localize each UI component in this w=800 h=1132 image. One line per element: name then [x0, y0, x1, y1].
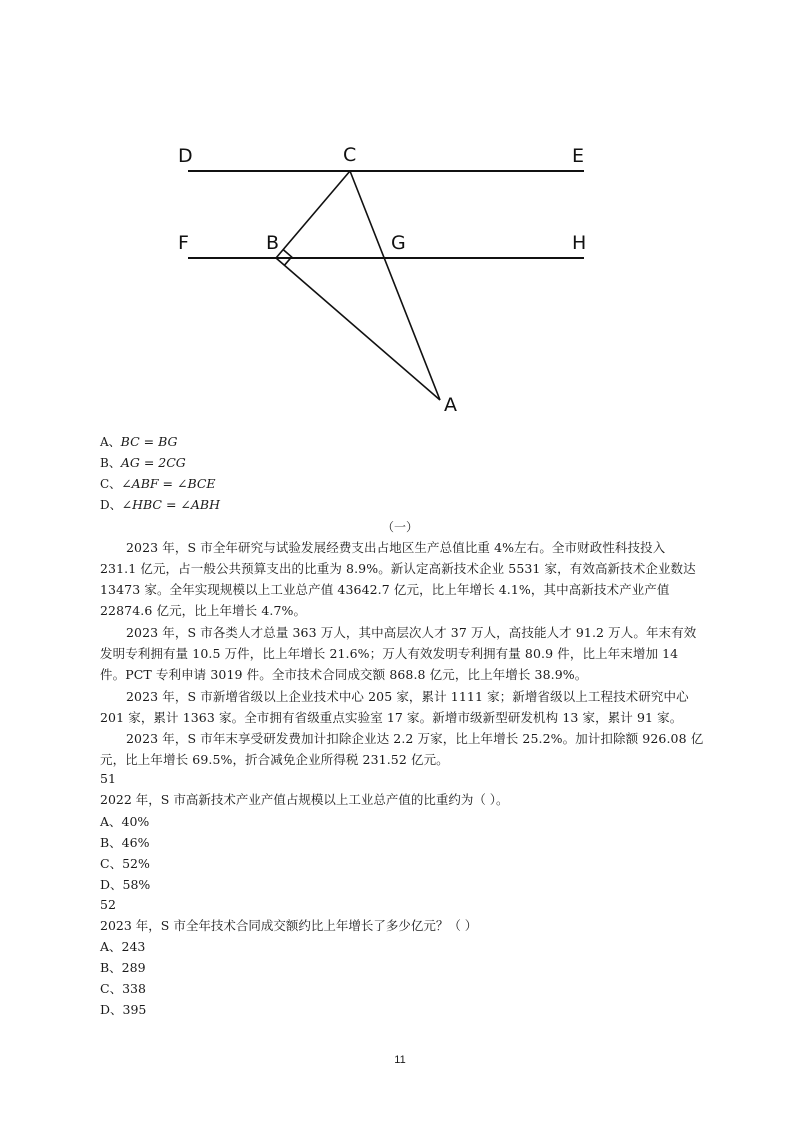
label-b: B — [266, 232, 280, 254]
question-option: C、338 — [100, 981, 146, 996]
section-title: （一） — [381, 520, 418, 534]
label-g: G — [391, 232, 406, 254]
question-option: B、46% — [100, 835, 150, 850]
question-stem: 2022 年，S 市高新技术产业产值占规模以上工业总产值的比重约为（ ）。 — [100, 792, 509, 807]
geometry-figure — [0, 0, 800, 420]
question-number: 51 — [100, 771, 116, 786]
question-option: D、395 — [100, 1002, 147, 1017]
page-number: 11 — [394, 1054, 406, 1066]
geometry-option-d — [100, 497, 220, 513]
geometry-option-b — [100, 455, 186, 471]
material-paragraph-1: 2023 年，S 市全年研究与试验发展经费支出占地区生产总值比重 4%左右。全市财政性科技投入 231.1 亿元，占一般公共预算支出的比重为 8.9%。新认定高新技术企业 5531 家，有效高新技术企业数达 13473 家。全年实现规模以上工业总产值 43642.7 亿元，比上年增长 4.1%，其中高新技术产业产值 22874.6 亿元，比上年增长 4.7%。 — [100, 540, 696, 618]
label-a: A — [444, 394, 457, 416]
material-paragraph-3: 2023 年，S 市新增省级以上企业技术中心 205 家，累计 1111 家；新增省级以上工程技术研究中心 201 家，累计 1363 家。全市拥有省级重点实验室 17 家。新增市级新型研发机构 13 家，累计 91 家。 — [100, 689, 689, 725]
segment-ca — [350, 171, 440, 400]
label-f: F — [178, 232, 189, 254]
segment-ba — [276, 258, 440, 400]
label-e: E — [572, 145, 585, 167]
question-option: B、289 — [100, 960, 146, 975]
option-math: AG = 2CG — [120, 455, 186, 470]
question-option: C、52% — [100, 856, 150, 871]
material-paragraph-2: 2023 年，S 市各类人才总量 363 万人，其中高层次人才 37 万人，高技能人才 91.2 万人。年末有效发明专利拥有量 10.5 万件，比上年增长 21.6%；万人有效发明专利拥有量 80.9 件，比上年末增加 14 件。PCT 专利申请 3019 件。全市技术合同成交额 868.8 亿元，比上年增长 38.9%。 — [100, 625, 697, 682]
label-h: H — [572, 232, 587, 254]
option-letter: B、 — [100, 456, 121, 470]
option-letter: A、 — [100, 435, 121, 449]
option-letter: C、 — [100, 477, 122, 491]
question-stem: 2023 年，S 市全年技术合同成交额约比上年增长了多少亿元？（ ） — [100, 918, 478, 933]
question-option: A、40% — [100, 814, 150, 829]
option-math: ∠HBC = ∠ABH — [121, 497, 220, 512]
geometry-option-a — [100, 434, 177, 450]
question-option: D、58% — [100, 877, 151, 892]
label-c: C — [343, 144, 357, 166]
geometry-option-c — [100, 476, 216, 492]
option-letter: D、 — [100, 498, 122, 512]
material-paragraph-4: 2023 年，S 市年末享受研发费加计扣除企业达 2.2 万家，比上年增长 25.2%。加计扣除额 926.08 亿元，比上年增长 69.5%，折合减免企业所得税 231.52 亿元。 — [100, 731, 704, 767]
question-number: 52 — [100, 897, 116, 912]
label-d: D — [178, 145, 193, 167]
segment-bc — [276, 171, 350, 258]
question-option: A、243 — [100, 939, 146, 954]
option-math: BC = BG — [120, 434, 178, 449]
option-math: ∠ABF = ∠BCE — [121, 476, 216, 491]
